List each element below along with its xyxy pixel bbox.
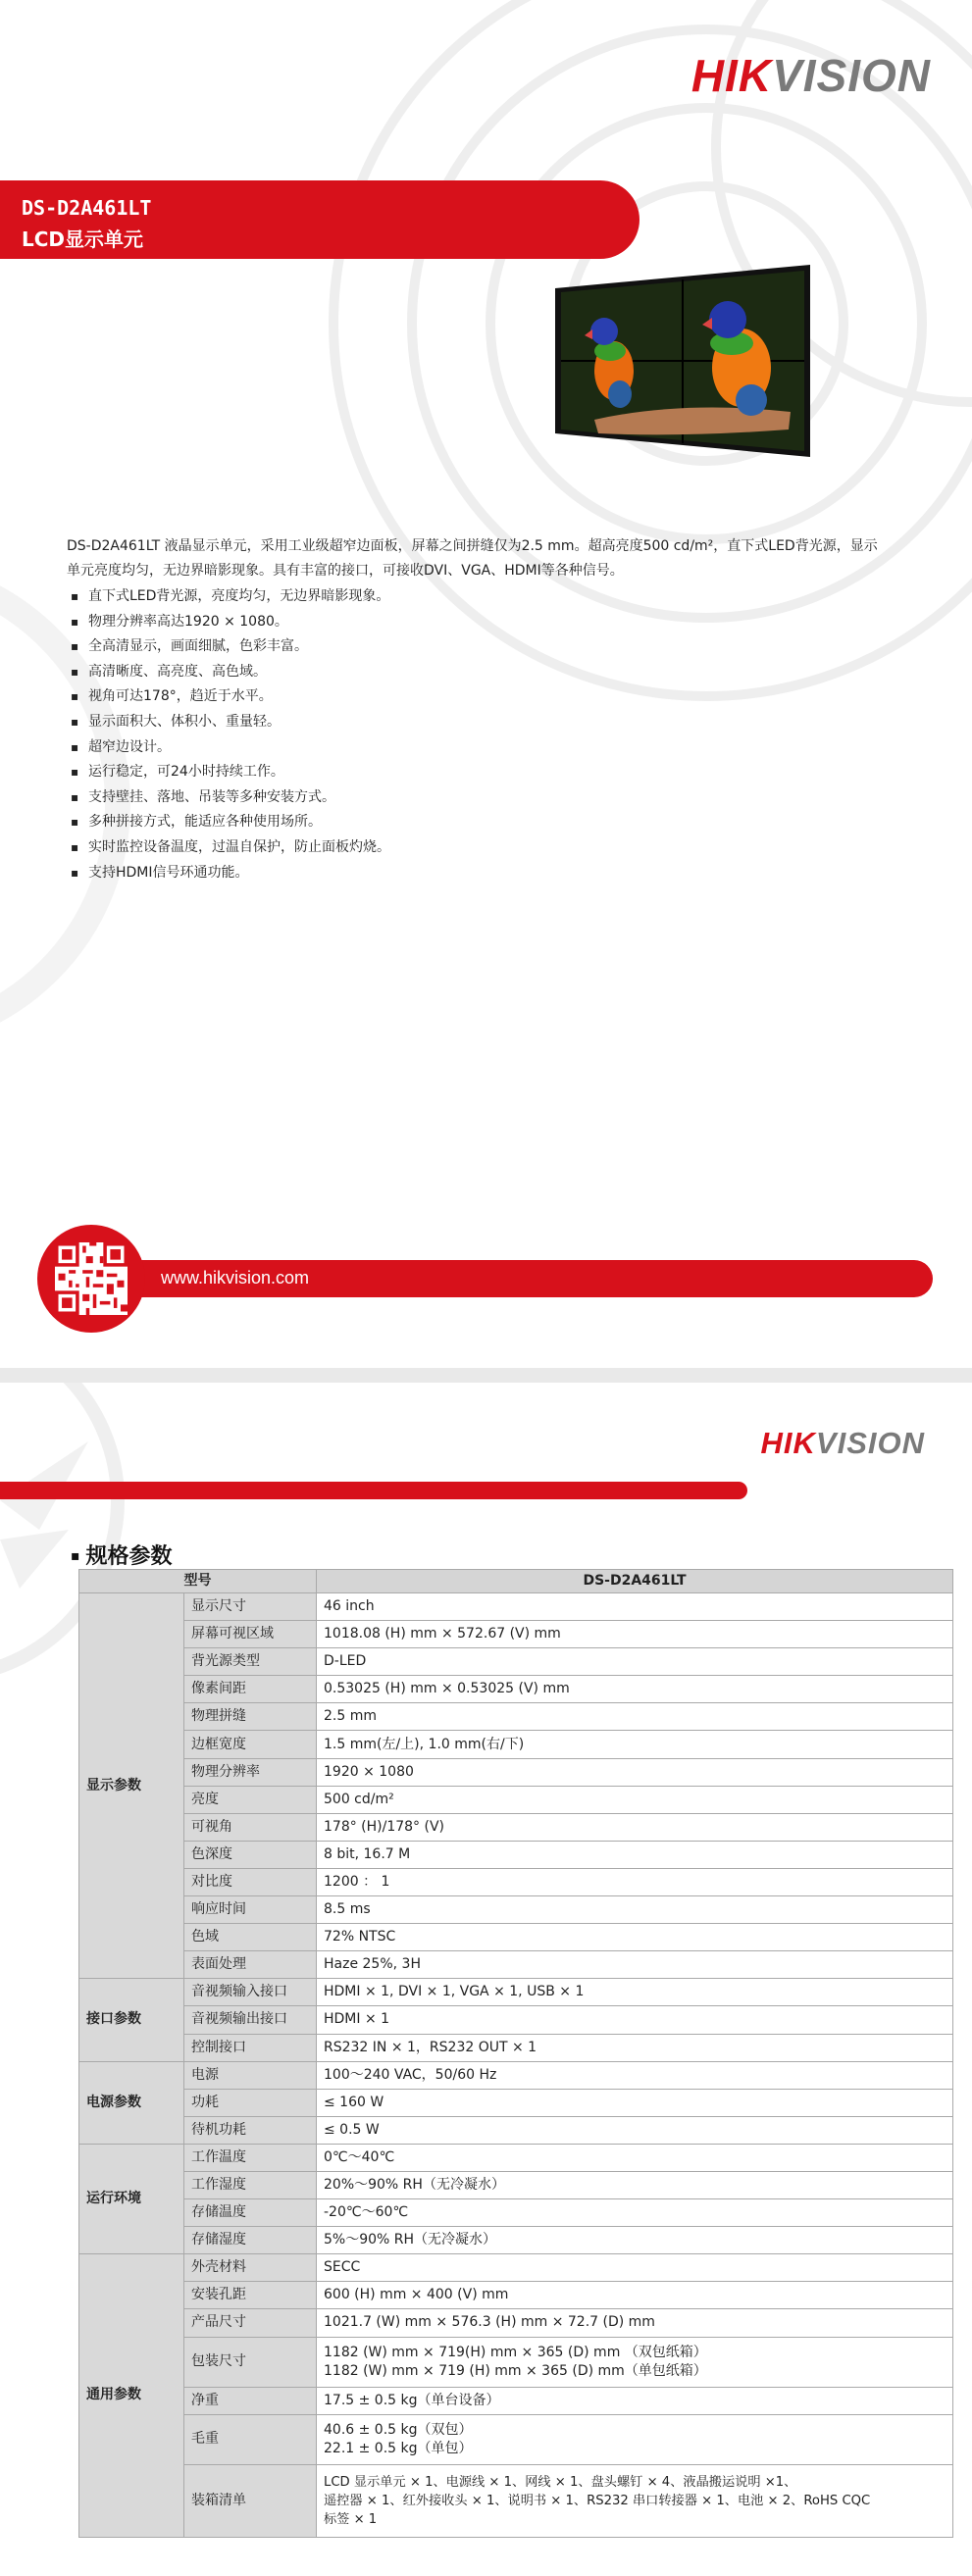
spec-value: ≤ 160 W [317, 2089, 953, 2116]
category-label: 通用参数 [79, 2254, 184, 2537]
spec-label: 外壳材料 [184, 2254, 317, 2282]
table-row [79, 1731, 953, 1758]
feature-item: ▪ 显示面积大、体积小、重量轻。 [71, 710, 390, 735]
table-row [79, 1758, 953, 1786]
category-label: 接口参数 [79, 1979, 184, 2061]
datasheet-spec-page [0, 1383, 972, 2576]
spec-label: 物理分辨率 [184, 1758, 317, 1786]
header-band [0, 1482, 747, 1499]
spec-label: 工作湿度 [184, 2171, 317, 2198]
feature-item: ▪ 运行稳定，可24小时持续工作。 [71, 760, 390, 785]
spec-value: 17.5 ± 0.5 kg（单台设备） [317, 2387, 953, 2414]
table-row [79, 1593, 953, 1621]
spec-value: 2.5 mm [317, 1703, 953, 1731]
spec-value: 1018.08 (H) mm × 572.67 (V) mm [317, 1621, 953, 1648]
spec-value: 600 (H) mm × 400 (V) mm [317, 2282, 953, 2309]
spec-value: 20%～90% RH（无冷凝水） [317, 2171, 953, 2198]
hikvision-logo: HIKVISION [691, 50, 931, 101]
spec-value: 5%～90% RH（无冷凝水） [317, 2227, 953, 2254]
spec-label: 响应时间 [184, 1896, 317, 1924]
product-name: LCD显示单元 [22, 227, 144, 251]
category-label: 运行环境 [79, 2144, 184, 2253]
spec-value: 1021.7 (W) mm × 576.3 (H) mm × 72.7 (D) mm [317, 2309, 953, 2337]
header-label: 型号 [79, 1570, 317, 1593]
table-row [79, 2337, 953, 2387]
table-row [79, 1676, 953, 1703]
table-row [79, 2144, 953, 2171]
spec-value: 40.6 ± 0.5 kg（双包） 22.1 ± 0.5 kg（单包） [317, 2414, 953, 2464]
spec-value: RS232 IN × 1，RS232 OUT × 1 [317, 2034, 953, 2061]
table-row [79, 1868, 953, 1895]
spec-value: HDMI × 1, DVI × 1, VGA × 1, USB × 1 [317, 1979, 953, 2006]
spec-label: 包装尺寸 [184, 2337, 317, 2387]
spec-label: 色域 [184, 1924, 317, 1951]
qr-code-icon [55, 1242, 128, 1315]
spec-label: 像素间距 [184, 1676, 317, 1703]
spec-label: 可视角 [184, 1813, 317, 1841]
spec-label: 毛重 [184, 2414, 317, 2464]
product-model: DS-D2A461LT [22, 196, 152, 220]
feature-item: ▪ 支持HDMI信号环通功能。 [71, 861, 390, 886]
spec-value: 1200 ： 1 [317, 1868, 953, 1895]
spec-value: 46 inch [317, 1593, 953, 1621]
spec-label: 存储温度 [184, 2199, 317, 2227]
spec-label: 功耗 [184, 2089, 317, 2116]
feature-item: ▪ 全高清显示，画面细腻，色彩丰富。 [71, 634, 390, 660]
spec-label: 音视频输出接口 [184, 2006, 317, 2034]
spec-value: 0.53025 (H) mm × 0.53025 (V) mm [317, 1676, 953, 1703]
spec-label: 净重 [184, 2387, 317, 2414]
feature-item: ▪ 视角可达178°，趋近于水平。 [71, 684, 390, 710]
spec-label: 存储湿度 [184, 2227, 317, 2254]
table-row [79, 2034, 953, 2061]
website-link[interactable]: www.hikvision.com [161, 1268, 310, 1288]
table-row [79, 2061, 953, 2089]
spec-value: HDMI × 1 [317, 2006, 953, 2034]
table-row [79, 1896, 953, 1924]
feature-list [71, 584, 390, 885]
table-row [79, 2171, 953, 2198]
spec-label: 电源 [184, 2061, 317, 2089]
spec-value: 8 bit, 16.7 M [317, 1841, 953, 1868]
spec-value: 1.5 mm(左/上), 1.0 mm(右/下) [317, 1731, 953, 1758]
spec-label: 产品尺寸 [184, 2309, 317, 2337]
category-label: 电源参数 [79, 2061, 184, 2144]
feature-item: ▪ 高清晰度、高亮度、高色域。 [71, 660, 390, 685]
spec-value: 100～240 VAC，50/60 Hz [317, 2061, 953, 2089]
spec-label: 边框宽度 [184, 1731, 317, 1758]
feature-item: ▪ 支持壁挂、落地、吊装等多种安装方式。 [71, 785, 390, 811]
product-image-video-wall [555, 265, 810, 457]
spec-value: 500 cd/m² [317, 1786, 953, 1813]
spec-value: Haze 25%, 3H [317, 1951, 953, 1979]
table-row [79, 2282, 953, 2309]
spec-value: 8.5 ms [317, 1896, 953, 1924]
spec-label: 屏幕可视区域 [184, 1621, 317, 1648]
table-row [79, 2254, 953, 2282]
header-value: DS-D2A461LT [317, 1570, 953, 1593]
spec-value: SECC [317, 2254, 953, 2282]
spec-label: 背光源类型 [184, 1648, 317, 1676]
table-row [79, 2464, 953, 2537]
spec-label: 色深度 [184, 1841, 317, 1868]
spec-label: 控制接口 [184, 2034, 317, 2061]
table-row [79, 2414, 953, 2464]
spec-value: 178° (H)/178° (V) [317, 1813, 953, 1841]
spec-value: ≤ 0.5 W [317, 2116, 953, 2144]
spec-label: 待机功耗 [184, 2116, 317, 2144]
feature-item: ▪ 物理分辨率高达1920 × 1080。 [71, 610, 390, 635]
spec-label: 物理拼缝 [184, 1703, 317, 1731]
table-header-row [79, 1570, 953, 1593]
spec-label: 安装孔距 [184, 2282, 317, 2309]
table-row [79, 2116, 953, 2144]
spec-value: 1920 × 1080 [317, 1758, 953, 1786]
category-label: 显示参数 [79, 1593, 184, 1979]
spec-label: 对比度 [184, 1868, 317, 1895]
table-row [79, 1786, 953, 1813]
table-row [79, 2089, 953, 2116]
table-row [79, 2309, 953, 2337]
table-row [79, 1621, 953, 1648]
table-row [79, 1979, 953, 2006]
spec-value: LCD 显示单元 × 1、电源线 × 1、网线 × 1、盘头螺钉 × 4、液晶搬运说明 ×1、 遥控器 × 1、红外接收头 × 1、说明书 × 1、RS232 串口转接器 × 1、电池 × 2、RoHS CQC 标签 × 1 [317, 2464, 953, 2537]
table-row [79, 1648, 953, 1676]
spec-label: 音视频输入接口 [184, 1979, 317, 2006]
spec-value: 1182 (W) mm × 719(H) mm × 365 (D) mm （双包纸箱） 1182 (W) mm × 719 (H) mm × 365 (D) mm（单包纸箱） [317, 2337, 953, 2387]
spec-value: D-LED [317, 1648, 953, 1676]
spec-label: 工作温度 [184, 2144, 317, 2171]
bullet-icon: ▪ [71, 1548, 80, 1564]
table-row [79, 1703, 953, 1731]
feature-item: ▪ 超窄边设计。 [71, 735, 390, 761]
feature-item: ▪ 实时监控设备温度，过温自保护，防止面板灼烧。 [71, 835, 390, 861]
table-row [79, 2387, 953, 2414]
product-intro: DS-D2A461LT 液晶显示单元，采用工业级超窄边面板，屏幕之间拼缝仅为2.5 mm。超高亮度500 cd/m²，直下式LED背光源，显示单元亮度均匀，无边界暗影现象。具有丰富的接口，可接收DVI、VGA、HDMI等各种信号。 [67, 538, 878, 579]
table-row [79, 2006, 953, 2034]
spec-label: 显示尺寸 [184, 1593, 317, 1621]
spec-label: 亮度 [184, 1786, 317, 1813]
table-row [79, 1951, 953, 1979]
spec-value: 72% NTSC [317, 1924, 953, 1951]
spec-value: -20℃～60℃ [317, 2199, 953, 2227]
table-row [79, 1924, 953, 1951]
product-title-band [0, 180, 639, 259]
section-title: ▪ 规格参数 [71, 1544, 173, 1569]
spec-label: 装箱清单 [184, 2464, 317, 2537]
spec-label: 表面处理 [184, 1951, 317, 1979]
spec-value: 0℃～40℃ [317, 2144, 953, 2171]
spec-table [78, 1569, 953, 2538]
table-row [79, 1813, 953, 1841]
feature-item: ▪ 直下式LED背光源，亮度均匀，无边界暗影现象。 [71, 584, 390, 610]
feature-item: ▪ 多种拼接方式，能适应各种使用场所。 [71, 810, 390, 835]
hikvision-logo: HIKVISION [760, 1426, 925, 1460]
table-row [79, 1841, 953, 1868]
table-row [79, 2199, 953, 2227]
table-row [79, 2227, 953, 2254]
